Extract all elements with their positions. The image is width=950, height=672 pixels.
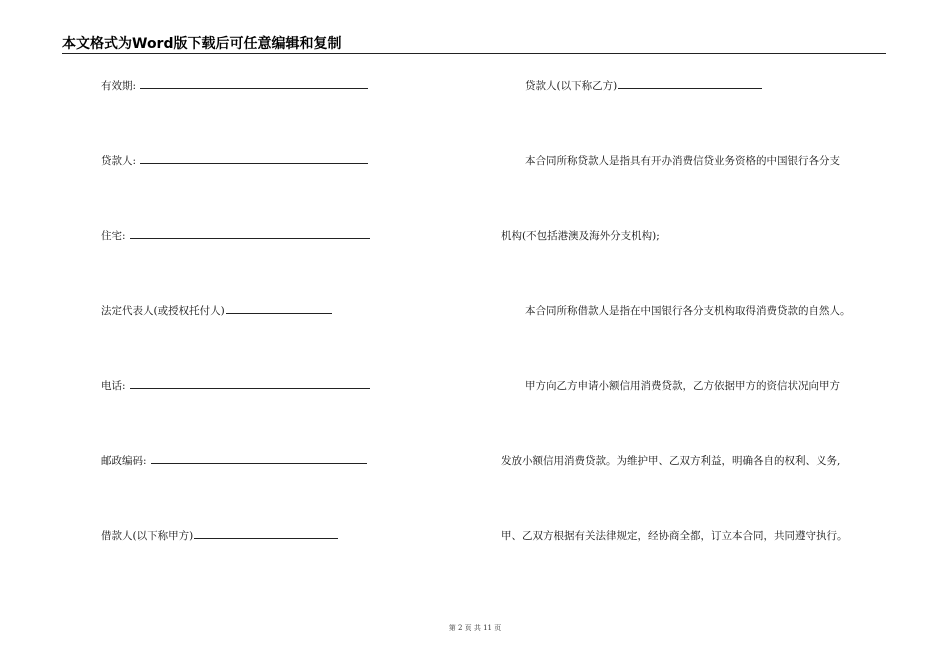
- legal-rep-label: 法定代表人(或授权托付人): [101, 305, 225, 317]
- validity-label: 有效期:: [101, 80, 137, 92]
- postcode-label: 邮政编码:: [101, 455, 147, 467]
- paragraph-2-line-1: 本合同所称借款人是指在中国银行各分支机构取得消费贷款的自然人。: [525, 305, 851, 317]
- validity-blank[interactable]: [140, 79, 368, 89]
- paragraph-3-line-2: 发放小额信用消费贷款。为维护甲、乙双方利益，明确各自的权利、义务,: [501, 455, 841, 467]
- postcode-blank[interactable]: [151, 454, 367, 464]
- field-validity: [101, 79, 368, 93]
- paragraph-3-line-3: 甲、乙双方根据有关法律规定，经协商全都，订立本合同，共同遵守执行。: [501, 530, 848, 542]
- field-postcode: [101, 454, 367, 468]
- paragraph-1-line-2: 机构(不包括港澳及海外分支机构);: [501, 230, 660, 242]
- residence-label: 住宅:: [101, 230, 126, 242]
- residence-blank[interactable]: [130, 229, 370, 239]
- page-number: 第 2 页 共 11 页: [448, 624, 502, 632]
- phone-blank[interactable]: [130, 379, 370, 389]
- field-legal-representative: [101, 304, 332, 318]
- lender-blank[interactable]: [140, 154, 368, 164]
- lender-label: 贷款人:: [101, 155, 137, 167]
- field-lender-party: [525, 79, 762, 93]
- phone-label: 电话:: [101, 380, 126, 392]
- lender-party-label: 贷款人(以下称乙方): [525, 80, 618, 92]
- field-lender: [101, 154, 368, 168]
- lender-party-blank[interactable]: [618, 79, 762, 89]
- paragraph-3-line-1: 甲方向乙方申请小额信用消费贷款，乙方依据甲方的资信状况向甲方: [525, 380, 840, 392]
- field-phone: [101, 379, 370, 393]
- legal-rep-blank[interactable]: [226, 304, 332, 314]
- field-residence: [101, 229, 370, 243]
- field-borrower: [101, 529, 338, 543]
- borrower-label: 借款人(以下称甲方): [101, 530, 194, 542]
- borrower-blank[interactable]: [194, 529, 338, 539]
- paragraph-1-line-1: 本合同所称贷款人是指具有开办消费信贷业务资格的中国银行各分支: [525, 155, 840, 167]
- header-title: 本文格式为Word版下载后可任意编辑和复制: [62, 36, 342, 52]
- header-divider: [62, 53, 886, 54]
